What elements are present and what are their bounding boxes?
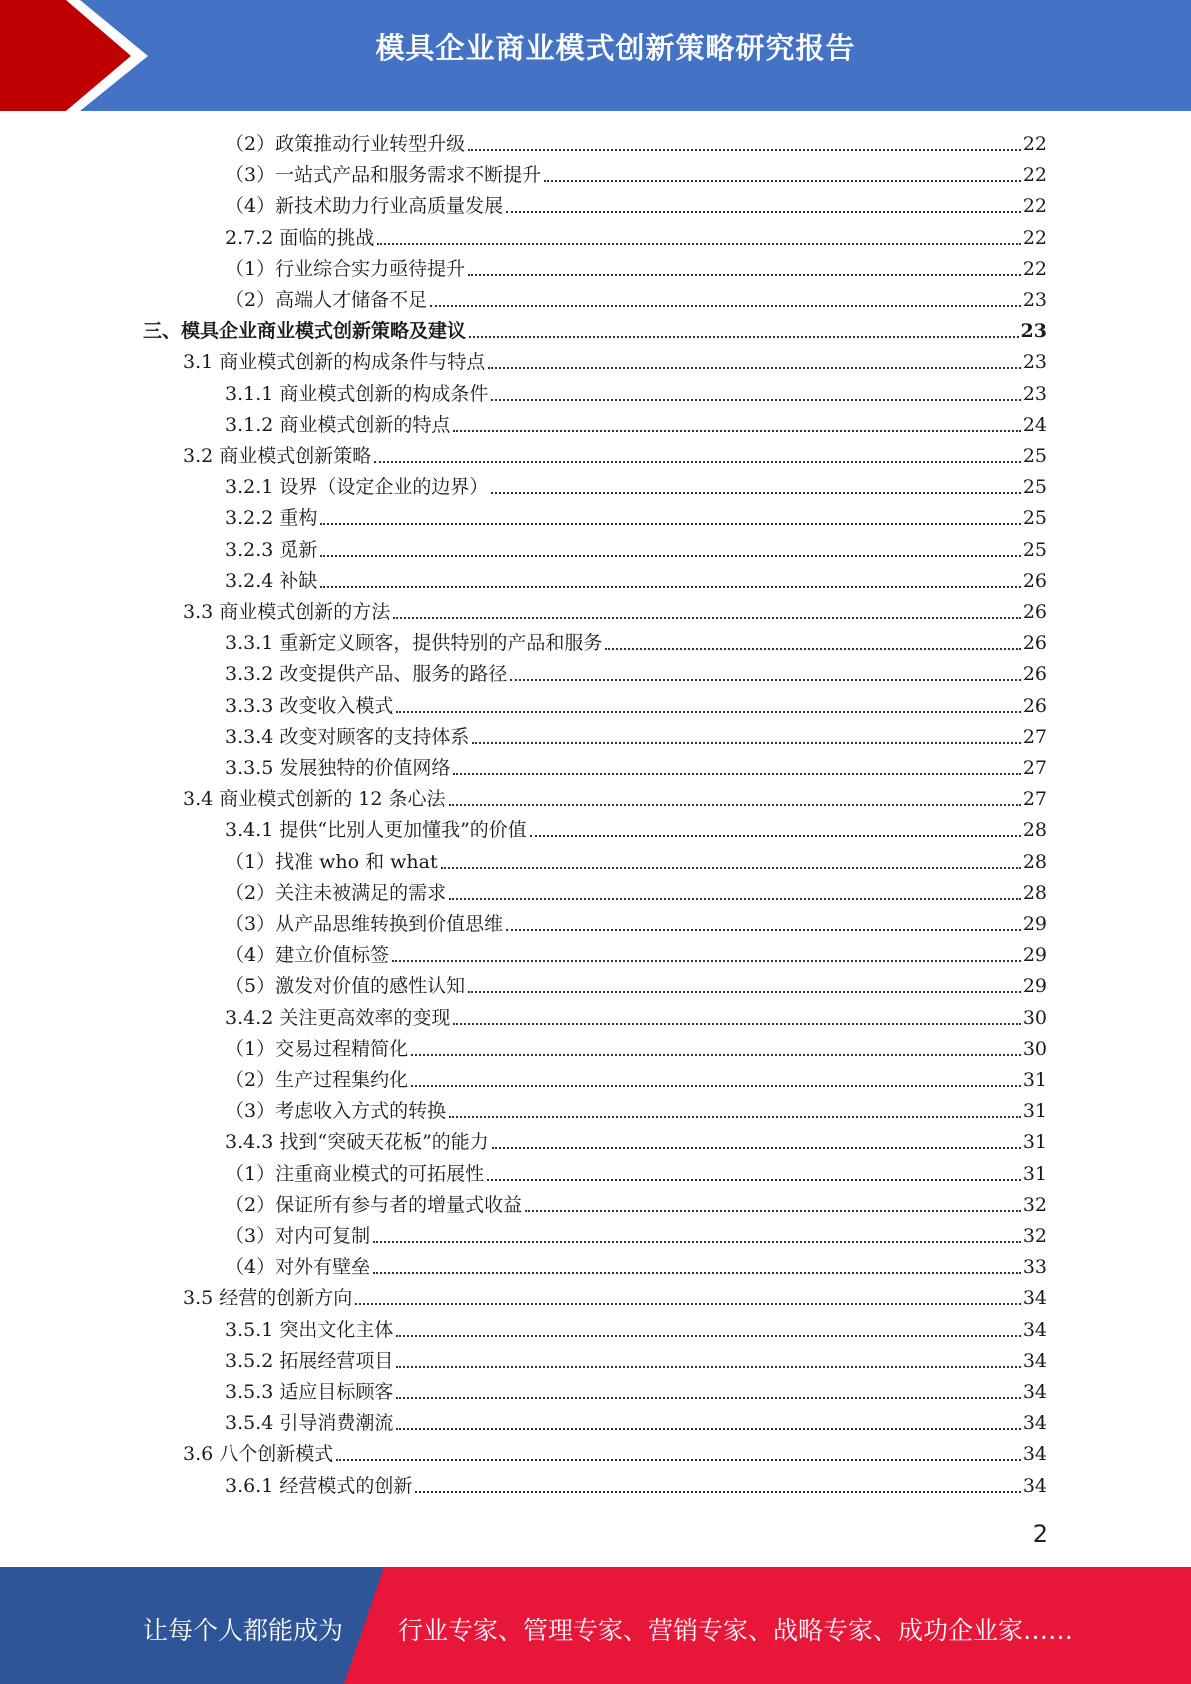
toc-entry[interactable] bbox=[225, 968, 1047, 999]
toc-dot-leader bbox=[320, 555, 1020, 557]
toc-entry-page: 28 bbox=[1022, 850, 1047, 873]
toc-entry-label: （2）生产过程集约化 bbox=[225, 1069, 409, 1091]
toc-dot-leader bbox=[468, 991, 1021, 993]
toc-entry[interactable] bbox=[225, 407, 1047, 438]
toc-entry[interactable] bbox=[225, 126, 1047, 157]
toc-entry-label: 3.4.3 找到“突破天花板”的能力 bbox=[225, 1131, 489, 1154]
footer-slogan-left: 让每个人都能成为 bbox=[143, 1616, 344, 1645]
toc-dot-leader bbox=[453, 773, 1020, 775]
toc-entry-label: 3.2.1 设界（设定企业的边界） bbox=[225, 476, 489, 499]
toc-dot-leader bbox=[355, 1303, 1021, 1305]
toc-entry[interactable] bbox=[225, 282, 1047, 313]
toc-entry-label: 3.3.4 改变对顾客的支持体系 bbox=[225, 725, 470, 748]
toc-entry-page: 31 bbox=[1022, 1100, 1047, 1123]
toc-entry-page: 25 bbox=[1022, 507, 1047, 530]
toc-entry[interactable] bbox=[225, 157, 1047, 188]
toc-entry-label: 3.1.1 商业模式创新的构成条件 bbox=[225, 382, 489, 405]
toc-entry[interactable] bbox=[183, 781, 1047, 812]
toc-dot-leader bbox=[320, 586, 1020, 588]
toc-entry-page: 24 bbox=[1022, 413, 1047, 436]
toc-entry-page: 31 bbox=[1022, 1069, 1047, 1091]
toc-entry-label: 3.3.3 改变收入模式 bbox=[225, 694, 394, 717]
toc-entry[interactable] bbox=[143, 313, 1047, 344]
toc-entry[interactable] bbox=[225, 1187, 1047, 1218]
toc-entry[interactable] bbox=[183, 438, 1047, 469]
toc-entry-label: 3.5.2 拓展经营项目 bbox=[225, 1349, 394, 1372]
toc-dot-leader bbox=[469, 336, 1019, 338]
toc-entry-label: 3.3.5 发展独特的价值网络 bbox=[225, 757, 451, 779]
toc-dot-leader bbox=[396, 711, 1020, 713]
toc-entry[interactable] bbox=[225, 875, 1047, 906]
toc-dot-leader bbox=[453, 1023, 1020, 1025]
toc-entry[interactable] bbox=[183, 344, 1047, 375]
toc-entry[interactable] bbox=[183, 594, 1047, 625]
toc-entry-label: 3.3.2 改变提供产品、服务的路径 bbox=[225, 663, 508, 686]
toc-dot-leader bbox=[396, 1335, 1020, 1337]
page-number: 2 bbox=[1032, 1520, 1048, 1548]
toc-entry[interactable] bbox=[225, 251, 1047, 282]
toc-entry-page: 23 bbox=[1020, 320, 1047, 343]
toc-dot-leader bbox=[396, 1366, 1020, 1368]
toc-dot-leader bbox=[491, 492, 1020, 494]
toc-dot-leader bbox=[411, 1054, 1021, 1056]
toc-entry-page: 31 bbox=[1022, 1131, 1047, 1154]
toc-entry-page: 25 bbox=[1022, 538, 1047, 561]
toc-entry[interactable] bbox=[225, 563, 1047, 594]
toc-entry-page: 22 bbox=[1022, 164, 1047, 187]
toc-dot-leader bbox=[449, 1116, 1021, 1118]
toc-entry[interactable] bbox=[225, 1000, 1047, 1031]
toc-entry[interactable] bbox=[225, 1031, 1047, 1062]
toc-entry-label: （3）考虑收入方式的转换 bbox=[225, 1100, 447, 1123]
toc-entry[interactable] bbox=[225, 812, 1047, 843]
toc-entry-label: （1）行业综合实力亟待提升 bbox=[225, 257, 466, 280]
toc-entry-label: 3.3.1 重新定义顾客，提供特别的产品和服务 bbox=[225, 632, 603, 655]
toc-entry[interactable] bbox=[225, 719, 1047, 750]
toc-entry-page: 34 bbox=[1022, 1318, 1047, 1341]
toc-dot-leader bbox=[336, 1459, 1021, 1461]
toc-entry-label: （2）政策推动行业转型升级 bbox=[225, 133, 466, 155]
toc-entry[interactable] bbox=[225, 220, 1047, 251]
toc-entry-page: 34 bbox=[1022, 1474, 1047, 1497]
toc-entry-page: 26 bbox=[1022, 632, 1047, 655]
toc-entry-label: （1）找准 who 和 what bbox=[225, 850, 438, 873]
toc-entry-page: 30 bbox=[1022, 1037, 1047, 1060]
toc-dot-leader bbox=[492, 1147, 1021, 1149]
toc-dot-leader bbox=[491, 399, 1020, 401]
toc-entry[interactable] bbox=[225, 688, 1047, 719]
page-header bbox=[0, 0, 1191, 111]
toc-entry-page: 25 bbox=[1022, 445, 1047, 467]
toc-entry-label: 3.2.4 补缺 bbox=[225, 569, 318, 592]
toc-entry-label: 3.2.2 重构 bbox=[225, 507, 318, 530]
toc-entry[interactable] bbox=[225, 1249, 1047, 1280]
toc-entry[interactable] bbox=[225, 656, 1047, 687]
toc-entry-page: 26 bbox=[1022, 663, 1047, 686]
toc-dot-leader bbox=[488, 367, 1021, 369]
toc-entry-page: 23 bbox=[1022, 382, 1047, 405]
toc-dot-leader bbox=[441, 867, 1021, 869]
toc-entry-page: 34 bbox=[1022, 1287, 1047, 1310]
toc-entry-page: 27 bbox=[1022, 788, 1047, 811]
toc-entry-label: 3.6 八个创新模式 bbox=[183, 1443, 334, 1466]
toc-entry-label: （2）关注未被满足的需求 bbox=[225, 881, 447, 904]
toc-entry-label: 三、模具企业商业模式创新策略及建议 bbox=[143, 320, 467, 343]
toc-entry-page: 23 bbox=[1022, 351, 1047, 374]
toc-entry-page: 26 bbox=[1022, 694, 1047, 717]
toc-entry-label: 2.7.2 面临的挑战 bbox=[225, 226, 375, 249]
toc-entry-label: 3.6.1 经营模式的创新 bbox=[225, 1474, 413, 1497]
toc-dot-leader bbox=[453, 430, 1020, 432]
toc-entry-page: 22 bbox=[1022, 133, 1047, 155]
toc-dot-leader bbox=[392, 960, 1021, 962]
toc-entry[interactable] bbox=[183, 1436, 1047, 1467]
toc-entry-label: （2）高端人才储备不足 bbox=[225, 289, 428, 311]
toc-dot-leader bbox=[449, 898, 1021, 900]
toc-dot-leader bbox=[396, 1397, 1020, 1399]
toc-entry-label: （2）保证所有参与者的增量式收益 bbox=[225, 1193, 523, 1216]
toc-dot-leader bbox=[396, 1428, 1020, 1430]
toc-entry-label: 3.2 商业模式创新策略 bbox=[183, 445, 372, 467]
toc-entry-label: 3.5 经营的创新方向 bbox=[183, 1287, 353, 1310]
toc-dot-leader bbox=[525, 1210, 1021, 1212]
toc-dot-leader bbox=[472, 742, 1020, 744]
toc-entry[interactable] bbox=[225, 376, 1047, 407]
toc-entry-label: （1）注重商业模式的可拓展性 bbox=[225, 1162, 485, 1185]
toc-dot-leader bbox=[510, 679, 1020, 681]
toc-entry[interactable] bbox=[183, 1280, 1047, 1311]
toc-entry-label: 3.2.3 觅新 bbox=[225, 538, 318, 561]
toc-entry-page: 22 bbox=[1022, 226, 1047, 249]
toc-dot-leader bbox=[374, 461, 1021, 463]
toc-entry[interactable] bbox=[225, 1374, 1047, 1405]
toc-entry-label: （4）对外有壁垒 bbox=[225, 1256, 371, 1279]
toc-entry[interactable] bbox=[225, 1312, 1047, 1343]
toc-dot-leader bbox=[468, 149, 1021, 151]
toc-entry-page: 26 bbox=[1022, 569, 1047, 592]
toc-entry[interactable] bbox=[225, 1343, 1047, 1374]
toc-entry-page: 27 bbox=[1022, 757, 1047, 779]
toc-entry-page: 32 bbox=[1022, 1193, 1047, 1216]
toc-entry-page: 32 bbox=[1022, 1225, 1047, 1247]
toc-entry[interactable] bbox=[225, 1405, 1047, 1436]
toc-dot-leader bbox=[373, 1241, 1021, 1243]
toc-entry-label: 3.1 商业模式创新的构成条件与特点 bbox=[183, 351, 486, 374]
footer-slogan-right: 行业专家、管理专家、营销专家、战略专家、成功企业家…… bbox=[398, 1616, 1074, 1645]
toc-entry-label: （4）新技术助力行业高质量发展 bbox=[225, 195, 504, 218]
toc-entry-page: 29 bbox=[1022, 913, 1047, 935]
toc-dot-leader bbox=[605, 648, 1020, 650]
toc-dot-leader bbox=[468, 274, 1021, 276]
toc-entry-page: 26 bbox=[1022, 601, 1047, 623]
toc-dot-leader bbox=[430, 305, 1021, 307]
toc-entry[interactable] bbox=[225, 1124, 1047, 1155]
toc-dot-leader bbox=[544, 180, 1021, 182]
toc-dot-leader bbox=[506, 929, 1021, 931]
toc-entry[interactable] bbox=[225, 1218, 1047, 1249]
toc-entry-label: 3.5.3 适应目标顾客 bbox=[225, 1381, 394, 1403]
toc-entry[interactable] bbox=[225, 469, 1047, 500]
toc-entry-label: 3.1.2 商业模式创新的特点 bbox=[225, 413, 451, 436]
toc-entry-page: 34 bbox=[1022, 1443, 1047, 1466]
toc-entry[interactable] bbox=[225, 188, 1047, 219]
toc-entry-page: 33 bbox=[1022, 1256, 1047, 1279]
toc-entry[interactable] bbox=[225, 500, 1047, 531]
toc-entry-label: 3.3 商业模式创新的方法 bbox=[183, 601, 391, 623]
toc-dot-leader bbox=[411, 1085, 1021, 1087]
toc-entry-label: 3.5.4 引导消费潮流 bbox=[225, 1412, 394, 1435]
toc-entry-page: 27 bbox=[1022, 725, 1047, 748]
toc-entry-page: 34 bbox=[1022, 1381, 1047, 1403]
toc-entry-page: 31 bbox=[1022, 1162, 1047, 1185]
toc-dot-leader bbox=[393, 617, 1021, 619]
toc-entry[interactable] bbox=[225, 625, 1047, 656]
toc-entry-label: （3）从产品思维转换到价值思维 bbox=[225, 913, 504, 935]
toc-entry-label: （1）交易过程精简化 bbox=[225, 1037, 409, 1060]
toc-entry-page: 22 bbox=[1022, 257, 1047, 280]
toc-dot-leader bbox=[320, 523, 1020, 525]
toc-entry-label: （3）一站式产品和服务需求不断提升 bbox=[225, 164, 542, 187]
toc-dot-leader bbox=[449, 804, 1021, 806]
toc-entry-page: 25 bbox=[1022, 476, 1047, 499]
toc-entry[interactable] bbox=[225, 750, 1047, 781]
toc-entry[interactable] bbox=[225, 937, 1047, 968]
toc-entry-page: 23 bbox=[1022, 289, 1047, 311]
report-title: 模具企业商业模式创新策略研究报告 bbox=[375, 31, 856, 65]
toc-entry[interactable] bbox=[225, 906, 1047, 937]
toc-dot-leader bbox=[530, 835, 1021, 837]
toc-entry[interactable] bbox=[225, 1468, 1047, 1499]
toc-entry-page: 22 bbox=[1022, 195, 1047, 218]
toc-entry[interactable] bbox=[225, 1093, 1047, 1124]
toc-dot-leader bbox=[377, 243, 1020, 245]
toc-entry[interactable] bbox=[225, 532, 1047, 563]
toc-entry-label: （5）激发对价值的感性认知 bbox=[225, 975, 466, 998]
toc-entry[interactable] bbox=[225, 1156, 1047, 1187]
toc-dot-leader bbox=[506, 211, 1021, 213]
toc-entry-page: 29 bbox=[1022, 975, 1047, 998]
toc-entry-page: 28 bbox=[1022, 881, 1047, 904]
toc-dot-leader bbox=[415, 1491, 1020, 1493]
toc-entry-label: （3）对内可复制 bbox=[225, 1225, 371, 1247]
toc-entry-label: 3.4.1 提供“比别人更加懂我”的价值 bbox=[225, 819, 527, 842]
toc-entry-page: 29 bbox=[1022, 944, 1047, 967]
toc-entry-label: 3.5.1 突出文化主体 bbox=[225, 1318, 394, 1341]
toc-entry-page: 34 bbox=[1022, 1412, 1047, 1435]
toc-entry[interactable] bbox=[225, 1062, 1047, 1093]
toc-entry-page: 30 bbox=[1022, 1006, 1047, 1029]
toc-entry-label: 3.4.2 关注更高效率的变现 bbox=[225, 1006, 451, 1029]
toc-entry[interactable] bbox=[225, 844, 1047, 875]
toc-dot-leader bbox=[487, 1179, 1021, 1181]
page-footer bbox=[0, 1567, 1191, 1684]
toc-dot-leader bbox=[373, 1272, 1021, 1274]
toc-entry-page: 34 bbox=[1022, 1349, 1047, 1372]
toc-entry-label: （4）建立价值标签 bbox=[225, 944, 390, 967]
toc-entry-page: 28 bbox=[1022, 819, 1047, 842]
toc-entry-label: 3.4 商业模式创新的 12 条心法 bbox=[183, 788, 446, 811]
